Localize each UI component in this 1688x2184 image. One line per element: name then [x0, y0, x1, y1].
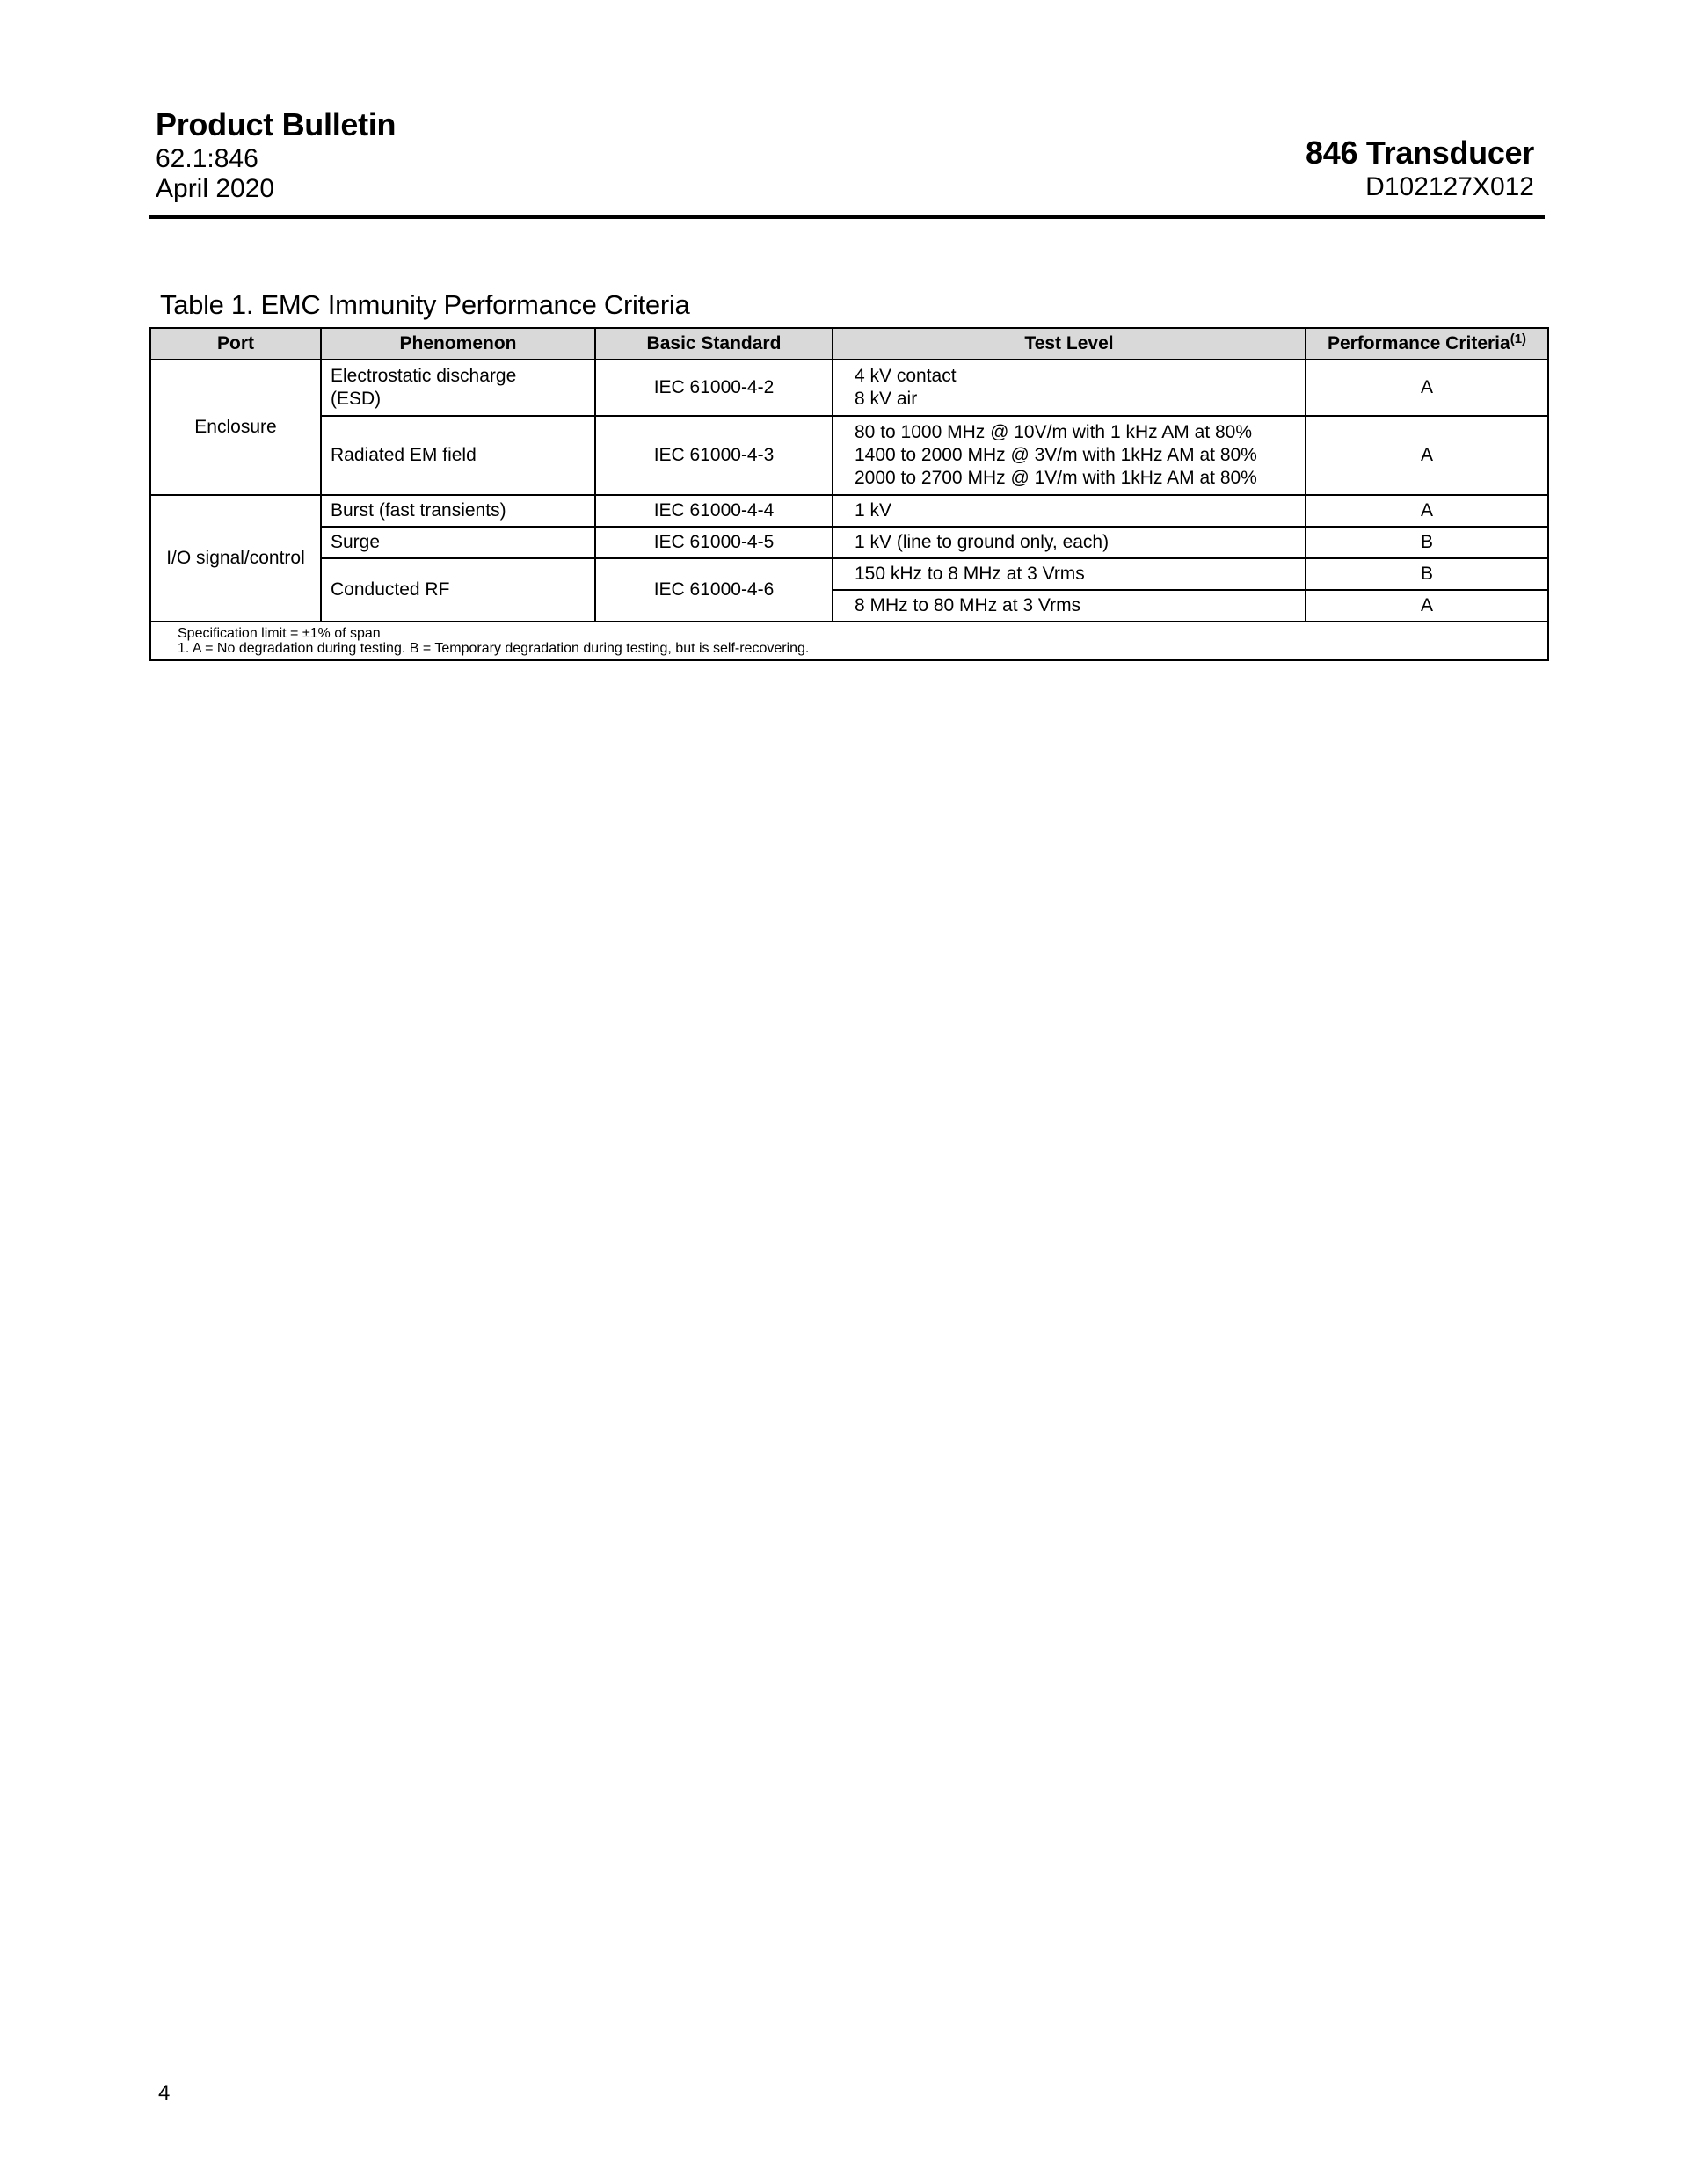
page-number: 4 — [158, 2081, 171, 2105]
test-level-cell: 8 MHz to 80 MHz at 3 Vrms — [833, 590, 1306, 622]
bulletin-date: April 2020 — [156, 174, 275, 203]
doc-type: Product Bulletin — [156, 106, 397, 142]
test-level-cell: 1 kV — [833, 495, 1306, 527]
header-right — [1306, 134, 1534, 202]
header-left — [156, 106, 396, 204]
criteria-cell: A — [1306, 360, 1548, 416]
col-header-test-level: Test Level — [833, 328, 1306, 360]
criteria-cell: A — [1306, 416, 1548, 495]
table-row — [150, 558, 1548, 590]
note-spec-limit: Specification limit = ±1% of span — [178, 626, 381, 641]
standard-cell: IEC 61000-4-5 — [595, 527, 833, 558]
table-header-row — [150, 328, 1548, 360]
criteria-cell: A — [1306, 590, 1548, 622]
port-io-signal-control: I/O signal/control — [150, 495, 321, 622]
port-enclosure: Enclosure — [150, 360, 321, 495]
footnote-ref: (1) — [1510, 331, 1527, 346]
phenomenon-cell: Surge — [321, 527, 595, 558]
test-level-cell: 1 kV (line to ground only, each) — [833, 527, 1306, 558]
table-row — [150, 416, 1548, 495]
table-row — [150, 495, 1548, 527]
table-caption: Table 1. EMC Immunity Performance Criteria — [160, 289, 690, 320]
criteria-cell: B — [1306, 527, 1548, 558]
col-header-performance-criteria — [1306, 328, 1548, 360]
note-criteria-definition: 1. A = No degradation during testing. B = Temporary degradation during testing, but is self-recovering. — [178, 641, 810, 656]
standard-cell: IEC 61000-4-4 — [595, 495, 833, 527]
phenomenon-cell: Burst (fast transients) — [321, 495, 595, 527]
col-header-phenomenon: Phenomenon — [321, 328, 595, 360]
standard-cell: IEC 61000-4-3 — [595, 416, 833, 495]
document-id: D102127X012 — [1365, 172, 1534, 201]
bulletin-number: 62.1:846 — [156, 144, 258, 173]
col-header-port: Port — [150, 328, 321, 360]
standard-cell: IEC 61000-4-6 — [595, 558, 833, 622]
criteria-cell: B — [1306, 558, 1548, 590]
header-divider — [149, 215, 1545, 219]
phenomenon-cell: Electrostatic discharge (ESD) — [321, 360, 595, 416]
emc-immunity-table — [149, 327, 1549, 661]
table-notes-row — [150, 622, 1548, 660]
table-row — [150, 527, 1548, 558]
phenomenon-cell: Radiated EM field — [321, 416, 595, 495]
test-level-cell: 4 kV contact 8 kV air — [833, 360, 1306, 416]
table-row — [150, 360, 1548, 416]
product-name: 846 Transducer — [1306, 135, 1534, 171]
table-notes — [150, 622, 1548, 660]
standard-cell: IEC 61000-4-2 — [595, 360, 833, 416]
criteria-cell: A — [1306, 495, 1548, 527]
col-header-basic-standard: Basic Standard — [595, 328, 833, 360]
phenomenon-cell: Conducted RF — [321, 558, 595, 622]
criteria-header-label: Performance Criteria — [1327, 333, 1510, 353]
test-level-cell: 150 kHz to 8 MHz at 3 Vrms — [833, 558, 1306, 590]
test-level-cell: 80 to 1000 MHz @ 10V/m with 1 kHz AM at 80% 1400 to 2000 MHz @ 3V/m with 1kHz AM at 80% 2000 to 2700 MHz @ 1V/m with 1kHz AM at 80% — [833, 416, 1306, 495]
